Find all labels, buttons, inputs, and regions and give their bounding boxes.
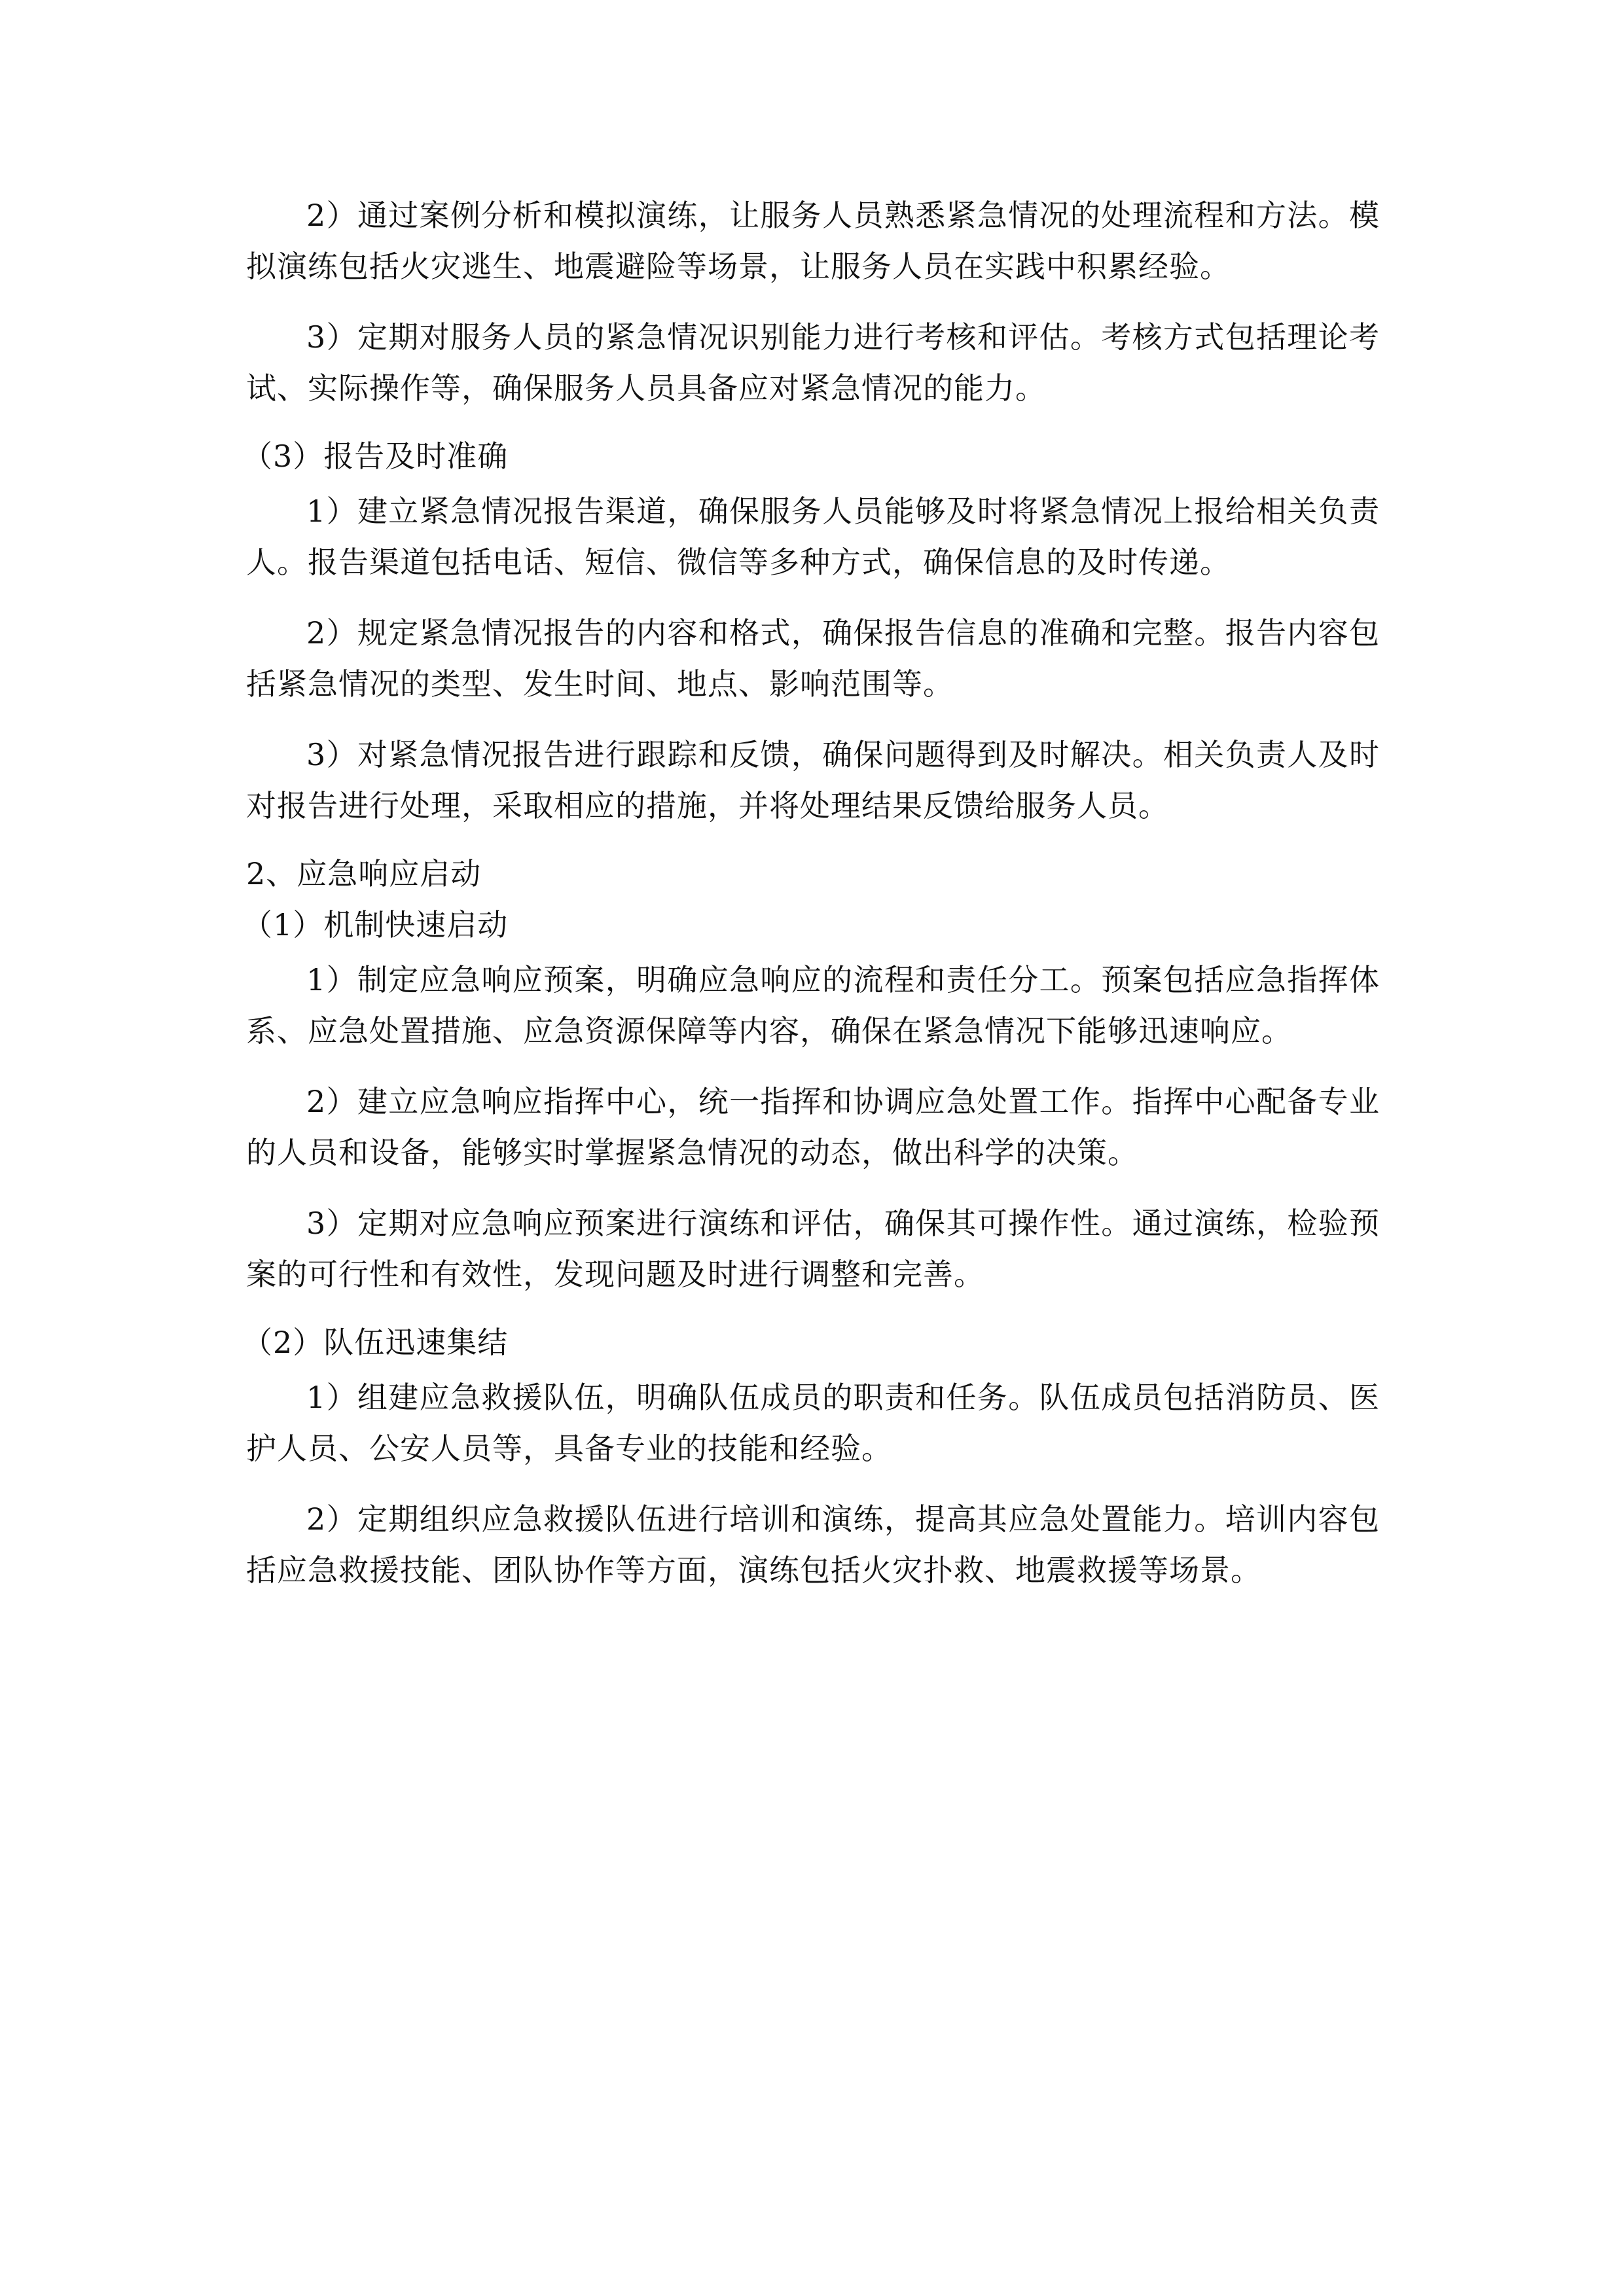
section-subheading: （1）机制快速启动 xyxy=(242,907,509,942)
paragraph: 3）定期对应急响应预案进行演练和评估，确保其可操作性。通过演练，检验预案的可行性和有效性，发现问题及时进行调整和完善。 xyxy=(246,1206,1380,1292)
section-subheading: （2）队伍迅速集结 xyxy=(242,1325,509,1360)
paragraph: 2）定期组织应急救援队伍进行培训和演练，提高其应急处置能力。培训内容包括应急救援技能、团队协作等方面，演练包括火灾扑救、地震救援等场景。 xyxy=(246,1501,1380,1588)
section-subheading: （3）报告及时准确 xyxy=(242,439,509,474)
paragraph: 1）建立紧急情况报告渠道，确保服务人员能够及时将紧急情况上报给相关负责人。报告渠道包括电话、短信、微信等多种方式，确保信息的及时传递。 xyxy=(246,493,1380,580)
paragraph: 3）对紧急情况报告进行跟踪和反馈，确保问题得到及时解决。相关负责人及时对报告进行处理，采取相应的措施，并将处理结果反馈给服务人员。 xyxy=(246,737,1380,823)
paragraph: 2）规定紧急情况报告的内容和格式，确保报告信息的准确和完整。报告内容包括紧急情况的类型、发生时间、地点、影响范围等。 xyxy=(246,615,1380,702)
paragraph: 3）定期对服务人员的紧急情况识别能力进行考核和评估。考核方式包括理论考试、实际操作等，确保服务人员具备应对紧急情况的能力。 xyxy=(246,319,1380,406)
section-heading: 2、应急响应启动 xyxy=(246,856,482,891)
paragraph: 2）建立应急响应指挥中心，统一指挥和协调应急处置工作。指挥中心配备专业的人员和设备，能够实时掌握紧急情况的动态，做出科学的决策。 xyxy=(246,1084,1380,1170)
document-body xyxy=(242,190,1380,1615)
paragraph: 1）组建应急救援队伍，明确队伍成员的职责和任务。队伍成员包括消防员、医护人员、公安人员等，具备专业的技能和经验。 xyxy=(246,1380,1380,1466)
paragraph: 2）通过案例分析和模拟演练，让服务人员熟悉紧急情况的处理流程和方法。模拟演练包括火灾逃生、地震避险等场景，让服务人员在实践中积累经验。 xyxy=(246,198,1380,284)
paragraph: 1）制定应急响应预案，明确应急响应的流程和责任分工。预案包括应急指挥体系、应急处置措施、应急资源保障等内容，确保在紧急情况下能够迅速响应。 xyxy=(246,962,1380,1049)
